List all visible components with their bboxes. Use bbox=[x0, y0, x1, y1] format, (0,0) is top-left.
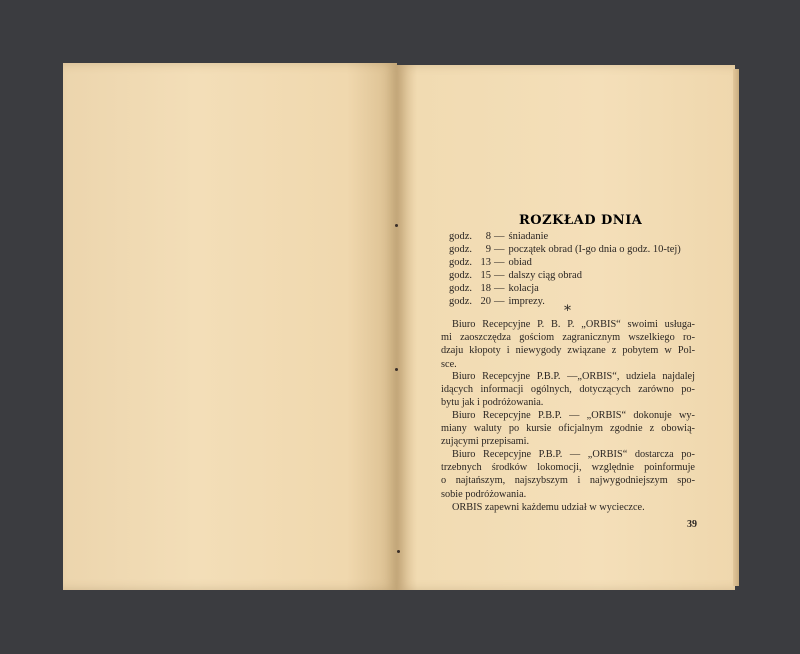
schedule-title: ROZKŁAD DNIA bbox=[519, 213, 643, 228]
schedule-godz: godz. bbox=[449, 270, 473, 281]
paragraph bbox=[441, 409, 695, 449]
paragraph-line: trzebnych środków lokomocji, względnie poinformuje bbox=[441, 462, 695, 474]
paragraph bbox=[441, 370, 695, 410]
paragraph-line: sce. bbox=[441, 358, 457, 370]
paragraph-line: o najtańszym, najszybszym i najwygodniejszym spo- bbox=[441, 475, 695, 487]
paragraph-line: Biuro Recepcyjne P.B.P. —„ORBIS“, udziela najdalej bbox=[452, 371, 695, 382]
paragraph bbox=[441, 501, 695, 514]
paragraph-line: miany waluty po kursie oficjalnym zgodnie z obowią- bbox=[441, 423, 695, 435]
schedule-dash: — bbox=[494, 257, 505, 268]
paragraph-line: zującymi przepisami. bbox=[441, 436, 530, 448]
schedule-godz: godz. bbox=[449, 283, 473, 294]
paragraph-line: ORBIS zapewni każdemu udział w wycieczce. bbox=[452, 502, 645, 513]
paragraph-line: Biuro Recepcyjne P. B. P. „ORBIS“ swoimi usługa- bbox=[452, 319, 695, 330]
schedule-godz: godz. bbox=[449, 296, 473, 307]
schedule-hour: 9 bbox=[485, 244, 491, 255]
paragraph-line: idących informacji ogólnych, dotyczących zarówno po- bbox=[441, 384, 695, 396]
left-page bbox=[63, 63, 397, 590]
paragraph-line: Biuro Recepcyjne P.B.P. — „ORBIS“ dostarcza po- bbox=[452, 449, 695, 460]
schedule-hour: 13 bbox=[480, 257, 491, 268]
schedule-hour: 15 bbox=[480, 270, 491, 281]
schedule-event: obiad bbox=[508, 257, 532, 268]
schedule-godz: godz. bbox=[449, 244, 473, 255]
schedule-event: śniadanie bbox=[508, 231, 549, 242]
schedule-godz: godz. bbox=[449, 231, 473, 242]
paragraph-line: dzaju kłopoty i niewygody związane z pobytem w Pol- bbox=[441, 345, 695, 357]
schedule-dash: — bbox=[494, 244, 505, 255]
page-edge bbox=[733, 69, 739, 586]
schedule-row bbox=[449, 282, 681, 295]
schedule-godz: godz. bbox=[449, 257, 473, 268]
schedule-hour: 20 bbox=[480, 296, 491, 307]
paragraph-line: bytu jak i podróżowania. bbox=[441, 397, 544, 409]
ink-smudge bbox=[395, 368, 398, 371]
paragraph bbox=[441, 318, 695, 371]
schedule-event: dalszy ciąg obrad bbox=[508, 270, 582, 281]
schedule-list bbox=[449, 230, 681, 308]
schedule-dash: — bbox=[494, 283, 505, 294]
schedule-dash: — bbox=[494, 270, 505, 281]
schedule-event: kolacja bbox=[508, 283, 539, 294]
paragraph-line: Biuro Recepcyjne P.B.P. — „ORBIS“ dokonuje wy- bbox=[452, 410, 695, 421]
page-number: 39 bbox=[687, 519, 697, 530]
schedule-hour: 18 bbox=[480, 283, 491, 294]
section-separator: * bbox=[564, 303, 571, 319]
ink-smudge bbox=[397, 550, 400, 553]
schedule-row bbox=[449, 243, 681, 256]
schedule-row bbox=[449, 256, 681, 269]
schedule-row bbox=[449, 269, 681, 282]
ink-smudge bbox=[395, 224, 398, 227]
paragraph-line: mi zaoszczędza gościom zagranicznym wszelkiego ro- bbox=[441, 332, 695, 344]
schedule-event: początek obrad (I-go dnia o godz. 10-tej) bbox=[508, 244, 681, 255]
schedule-event: imprezy. bbox=[508, 296, 545, 307]
schedule-row bbox=[449, 230, 681, 243]
schedule-dash: — bbox=[494, 231, 505, 242]
schedule-dash: — bbox=[494, 296, 505, 307]
paragraph-line: sobie podróżowania. bbox=[441, 488, 527, 500]
paragraph bbox=[441, 448, 695, 501]
schedule-hour: 8 bbox=[485, 231, 491, 242]
